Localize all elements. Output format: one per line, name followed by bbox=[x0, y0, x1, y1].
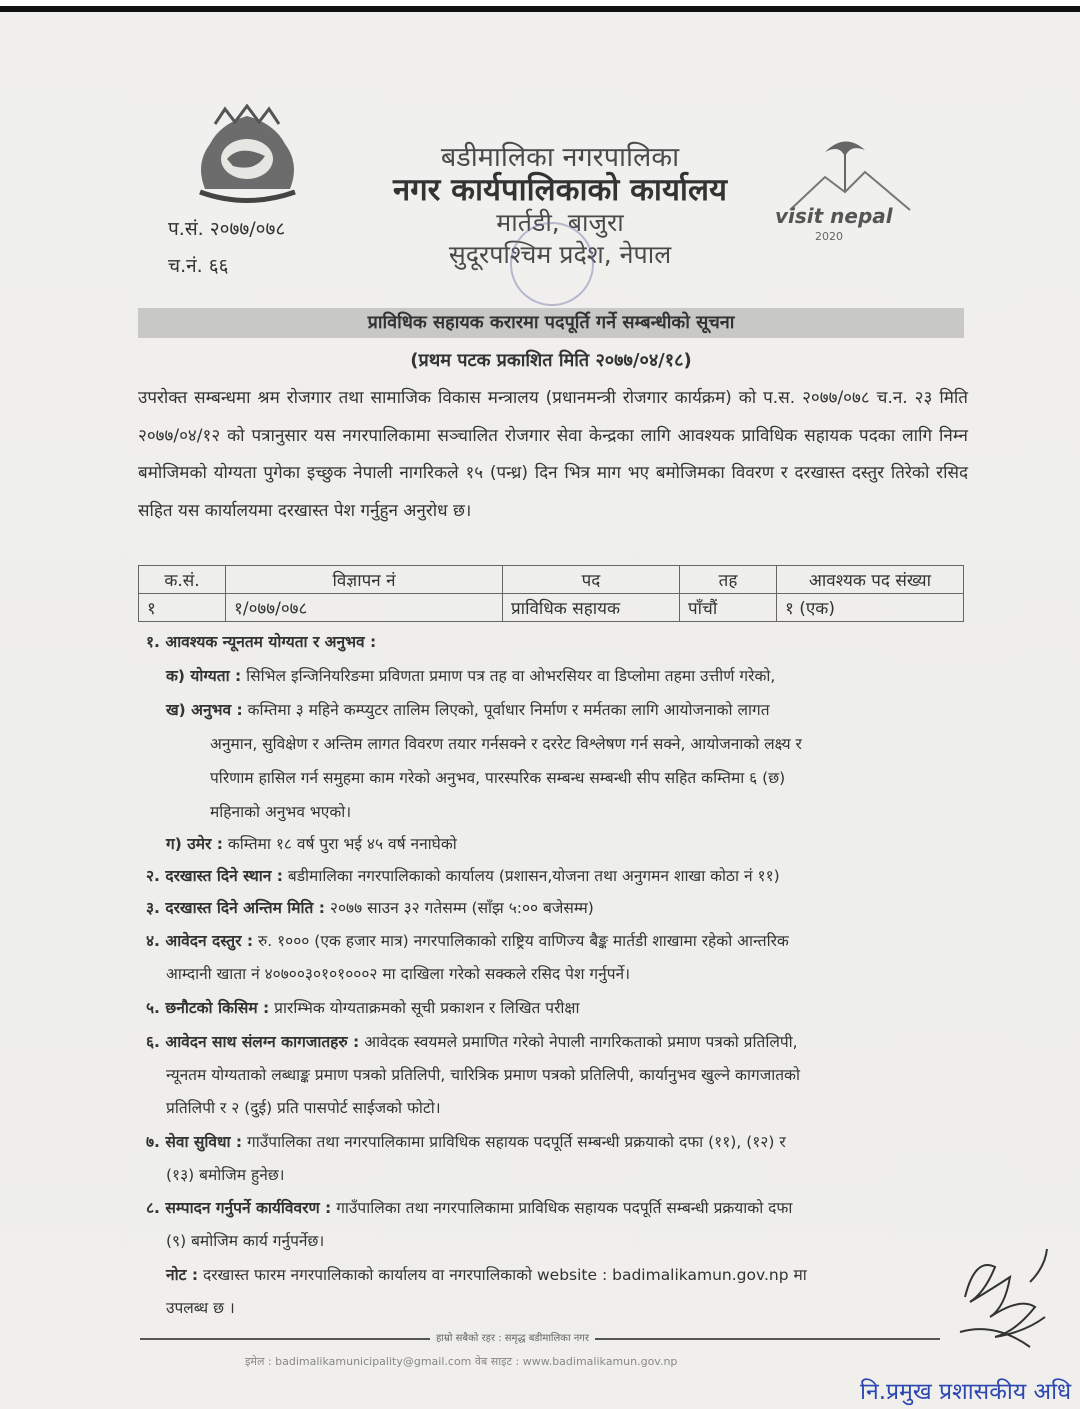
cell-level: पाँचौं bbox=[680, 594, 777, 622]
list-item: ४. आवेदन दस्तुर : रु. १००० (एक हजार मात्र) नगरपालिकाको राष्ट्रिय वाणिज्य बैङ्क मार्तडी शाखामा रहेको आन्तरिक bbox=[146, 932, 789, 950]
office-location: मार्तडी, बाजुरा bbox=[496, 208, 624, 237]
list-item-continued: परिणाम हासिल गर्न समुहमा काम गरेको अनुभव, पारस्परिक सम्बन्ध सम्बन्धी सीप सहित कम्तिमा ६ (छ) bbox=[210, 769, 786, 787]
list-item: ६. आवेदन साथ संलग्न कागजातहरु : आवेदक स्वयमले प्रमाणित गरेको नेपाली नागरिकताको प्रमाण पत्रको प्रतिलिपी, bbox=[146, 1033, 798, 1051]
list-item-continued: महिनाको अनुभव भएको। bbox=[210, 803, 352, 821]
nepal-emblem-icon bbox=[185, 104, 310, 209]
cell-advert-no: १/०७७/०७८ bbox=[226, 594, 503, 622]
col-level: तह bbox=[680, 566, 777, 594]
list-item: ग) उमेर : कम्तिमा १८ वर्ष पुरा भई ४५ वर्ष ननाघेको bbox=[166, 835, 457, 853]
list-item-continued: आम्दानी खाता नं ४०७००३०१०१०००२ मा दाखिला गरेको सक्कले रसिद पेश गर्नुपर्ने। bbox=[166, 965, 631, 983]
footer-slogan: हाम्रो सबैको रहर : समृद्ध बडीमालिका नगर bbox=[430, 1330, 595, 1344]
list-item: २. दरखास्त दिने स्थान : बडीमालिका नगरपालिकाको कार्यालय (प्रशासन,योजना तथा अनुगमन शाखा कोठा नं ११) bbox=[146, 867, 780, 885]
visit-nepal-text: visit nepal bbox=[775, 204, 893, 228]
list-item: क) योग्यता : सिभिल इन्जिनियरिङमा प्रविणता प्रमाण पत्र तह वा ओभरसियर वा डिप्लोमा तहमा उत्तीर्ण गरेको, bbox=[166, 667, 776, 685]
table-row bbox=[139, 594, 964, 622]
vacancy-table bbox=[138, 565, 964, 622]
list-item-continued: न्यूनतम योग्यताको लब्धाङ्क प्रमाण पत्रको प्रतिलिपी, चारित्रिक प्रमाण पत्रको प्रतिलिपी, कार्यानुभव खुल्ने कागजातको bbox=[166, 1066, 800, 1084]
dispatch-number: च.नं. ६६ bbox=[168, 255, 229, 277]
list-item: ख) अनुभव : कम्तिमा ३ महिने कम्प्युटर तालिम लिएको, पूर्वाधार निर्माण र मर्मतका लागि आयोजनाको लागत bbox=[166, 701, 770, 719]
note-continued: उपलब्ध छ । bbox=[166, 1299, 235, 1317]
visit-nepal-year: 2020 bbox=[815, 230, 843, 243]
notice-title: प्राविधिक सहायक करारमा पदपूर्ति गर्ने सम्बन्धीको सूचना bbox=[138, 308, 964, 338]
table-header-row bbox=[139, 566, 964, 594]
office-stamp bbox=[510, 222, 594, 306]
list-item: ७. सेवा सुविधा : गाउँपालिका तथा नगरपालिकामा प्राविधिक सहायक पदपूर्ति सम्बन्धी प्रक्रयाको दफा (११), (१२) र bbox=[146, 1133, 786, 1151]
list-item: ३. दरखास्त दिने अन्तिम मिति : २०७७ साउन ३२ गतेसम्म (साँझ ५:०० बजेसम्म) bbox=[146, 899, 594, 917]
list-item-continued: (९) बमोजिम कार्य गर्नुपर्नेछ। bbox=[166, 1232, 325, 1250]
col-advert-no: विज्ञापन नं bbox=[226, 566, 503, 594]
list-item-continued: अनुमान, सुविक्षेण र अन्तिम लागत विवरण तयार गर्नसक्ने र दररेट विश्लेषण गर्न सक्ने, आयोजनाको लक्ष्य र bbox=[210, 735, 802, 753]
cell-post: प्राविधिक सहायक bbox=[503, 594, 680, 622]
list-item: ५. छनौटको किसिम : प्रारम्भिक योग्यताक्रमको सूची प्रकाशन र लिखित परीक्षा bbox=[146, 999, 580, 1017]
requirement-heading: १. आवश्यक न्यूनतम योग्यता र अनुभव : bbox=[146, 633, 377, 651]
note: नोट : दरखास्त फारम नगरपालिकाको कार्यालय वा नगरपालिकाको website : badimalikamun.gov.np मा bbox=[166, 1266, 807, 1284]
publication-date: (प्रथम पटक प्रकाशित मिति २०७७/०४/१८) bbox=[410, 350, 692, 371]
cell-posts-required: १ (एक) bbox=[777, 594, 964, 622]
office-province: सुदूरपश्चिम प्रदेश, नेपाल bbox=[448, 240, 672, 269]
list-item-continued: (१३) बमोजिम हुनेछ। bbox=[166, 1166, 285, 1184]
col-posts-required: आवश्यक पद संख्या bbox=[777, 566, 964, 594]
list-item-continued: प्रतिलिपी र २ (दुई) प्रति पासपोर्ट साईजको फोटो। bbox=[166, 1099, 441, 1117]
document-page bbox=[0, 6, 1080, 1409]
municipality-name: बडीमालिका नगरपालिका bbox=[440, 142, 680, 173]
col-post: पद bbox=[503, 566, 680, 594]
reference-number: प.सं. २०७७/०७८ bbox=[168, 218, 286, 240]
handwritten-signature-icon bbox=[935, 1237, 1055, 1377]
visit-nepal-logo-icon bbox=[770, 132, 930, 247]
notice-body: उपरोक्त सम्बन्धमा श्रम रोजगार तथा सामाजिक विकास मन्त्रालय (प्रधानमन्त्री रोजगार कार्यक्रम) को प.स. २०७७/०७८ च.न. २३ मिति २०७७/०४/१२ को पत्रानुसार यस नगरपालिकामा सञ्चालित रोजगार सेवा केन्द्रका लागि आवश्यक प्राविधिक सहायक पदका लागि निम्न बमोजिमको योग्यता पुगेका इच्छुक नेपाली नागरिकले १५ (पन्ध्र) दिन भित्र माग भए बमोजिमका विवरण र दरखास्त दस्तुर तिरेको रसिद सहित यस कार्यालयमा दरखास्त पेश गर्नुहुन अनुरोध छ। bbox=[138, 388, 968, 521]
office-name: नगर कार्यपालिकाको कार्यालय bbox=[393, 172, 727, 208]
col-serial: क.सं. bbox=[139, 566, 226, 594]
list-item: ८. सम्पादन गर्नुपर्ने कार्यविवरण : गाउँपालिका तथा नगरपालिकामा प्राविधिक सहायक पदपूर्ति सम्बन्धी प्रक्रयाको दफा bbox=[146, 1199, 793, 1217]
footer-contact: इमेल : badimalikamunicipality@gmail.com वेब साइट : www.badimalikamun.gov.np bbox=[245, 1355, 678, 1368]
cell-serial: १ bbox=[139, 594, 226, 622]
signatory-title: नि.प्रमुख प्रशासकीय अधि bbox=[860, 1379, 1072, 1405]
